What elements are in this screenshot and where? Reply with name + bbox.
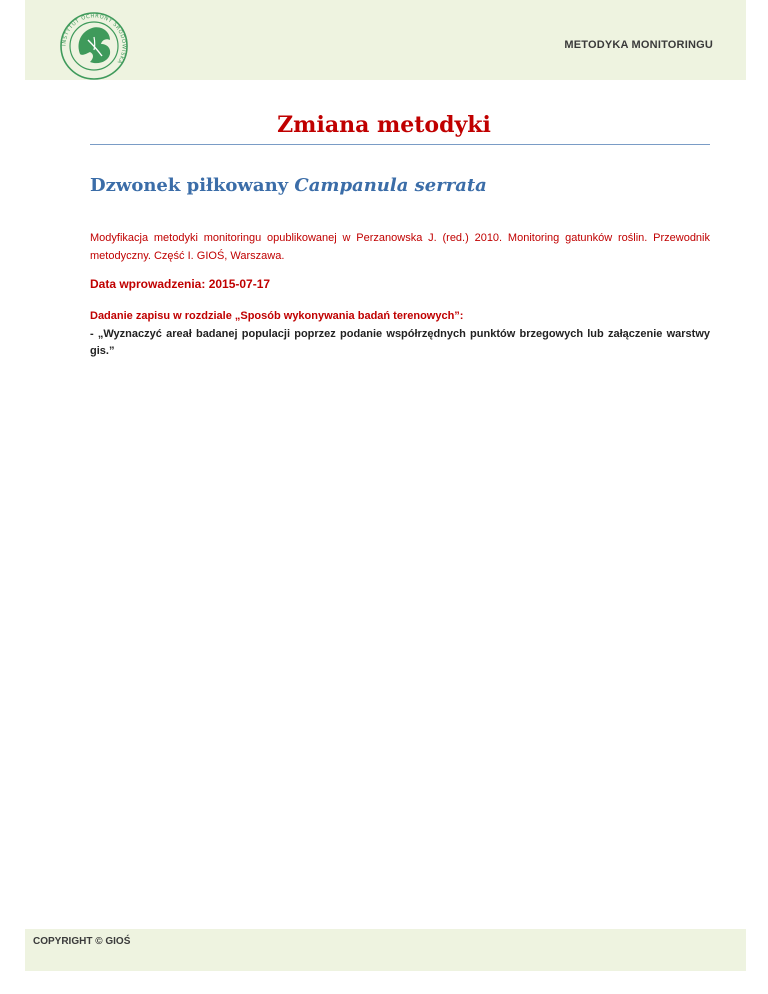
title-divider (90, 144, 710, 145)
change-heading: Dadanie zapisu w rozdziale „Sposób wykonywania badań terenowych”: (90, 310, 464, 322)
footer-copyright: COPYRIGHT © GIOŚ (33, 936, 131, 947)
introduction-date: Data wprowadzenia: 2015-07-17 (90, 277, 271, 291)
species-polish-name: Dzwonek piłkowany (90, 175, 289, 196)
institute-leaf-seal-icon (58, 10, 130, 82)
page-title: Zmiana metodyki (277, 112, 491, 138)
svg-text:INSTYTUT OCHRONY ŚRODOWISKA: INSTYTUT OCHRONY ŚRODOWISKA (61, 13, 127, 65)
species-heading (90, 175, 487, 196)
modification-note: Modyfikacja metodyki monitoringu opublikowanej w Perzanowska J. (red.) 2010. Monitoring gatunków roślin. Przewodnik metodyczny. Część I. GIOŚ, Warszawa. (90, 232, 710, 262)
footer-band (25, 929, 746, 971)
species-latin-name: Campanula serrata (294, 175, 487, 196)
change-text: - „Wyznaczyć areał badanej populacji poprzez podanie współrzędnych punktów brzegowych lub załączenie warstwy gis.” (90, 328, 710, 357)
header-title: METODYKA MONITORINGU (564, 39, 713, 51)
